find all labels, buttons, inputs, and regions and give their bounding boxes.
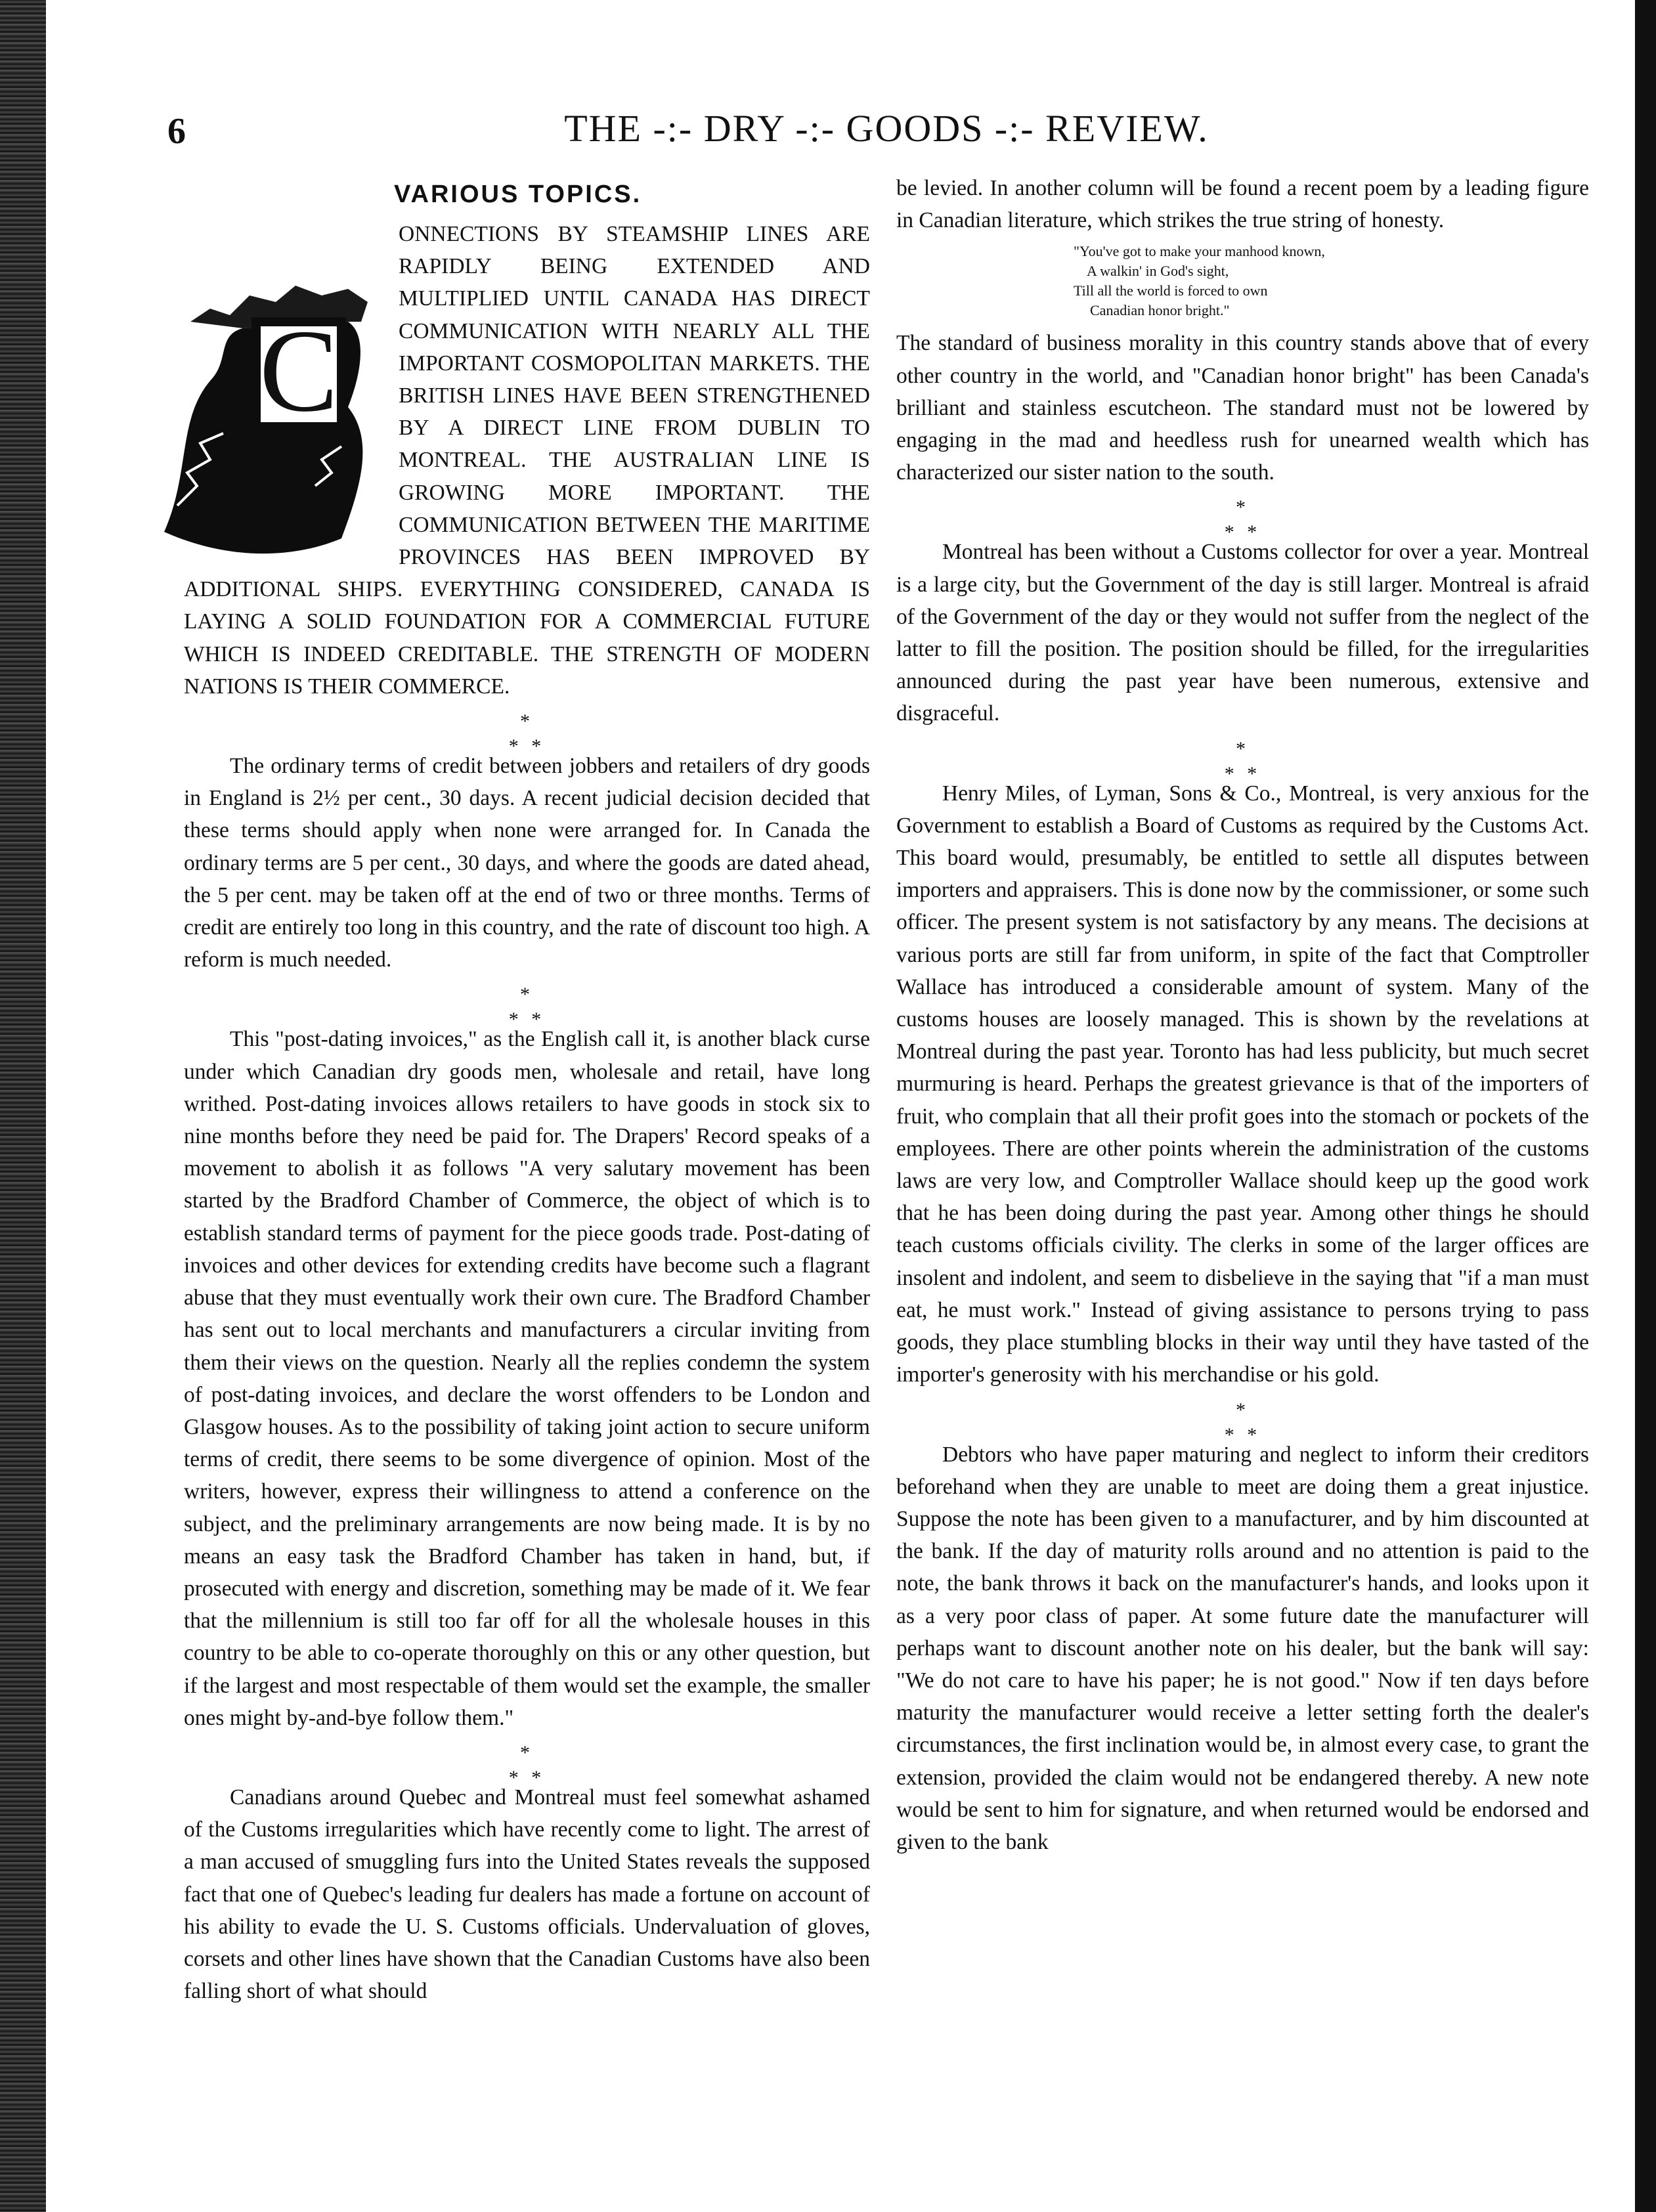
paragraph-debtors: Debtors who have paper maturing and neglect to inform their creditors beforehand when they are unable to meet are doing them a great injustice. Suppose the note has been given to a manufacturer, and by him discounted at the bank. If the day of maturity rolls around and no attention is paid to the note, the bank throws it back on the manufacturer's hands, and looks upon it as a very poor class of paper. At some future date the manufacturer will perhaps want to discount another note on his dealer, but the bank will say: "We do not care to have his paper; he is not good." Now if ten days before maturity the manufacturer would receive a letter setting forth the dealer's circumstances, the first inclination would be, in almost every case, to grant the extension, provided the claim would not be endangered thereby. A new note would be sent to him for signature, and when returned would be endorsed and given to the bank <box>896 1442 1589 1854</box>
asterism-divider: * * * <box>1224 737 1261 785</box>
asterism-divider: * * * <box>508 1741 546 1789</box>
paragraph-customs-irregularities: Canadians around Quebec and Montreal must feel somewhat ashamed of the Customs irregularities which have recently come to light. The arrest of a man accused of smuggling furs into the United States reveals the supposed fact that one of Quebec's leading fur dealers has made a fortune on account of his ability to evade the U. S. Customs officials. Undervaluation of gloves, corsets and other lines have shown that the Canadian Customs have also been falling short of what should <box>184 1785 870 2004</box>
paragraph-business-morality: The standard of business morality in this country stands above that of every other country in the world, and "Canadian honor bright" has been Canada's brilliant and stainless escutcheon. The standard must not be lowered by engaging in the mad and heedless rush for unearned wealth which has characterized our sister nation to the south. <box>896 331 1589 485</box>
asterism-divider: * * * <box>508 710 546 758</box>
scan-edge-left <box>0 0 46 2212</box>
poem-line: A walkin' in God's sight, <box>1087 263 1229 280</box>
drop-cap-letter: C <box>259 305 339 436</box>
left-column <box>184 172 870 2007</box>
asterism-divider: * * * <box>1224 1399 1261 1446</box>
poem-line: Till all the world is forced to own <box>1074 282 1268 299</box>
page-number: 6 <box>167 111 186 152</box>
asterism-divider: * * * <box>1224 496 1261 544</box>
paragraph-connections <box>184 218 870 703</box>
asterism-divider: * * * <box>508 984 546 1031</box>
poem-line: "You've got to make your manhood known, <box>1074 243 1325 260</box>
paragraph-montreal-collector: Montreal has been without a Customs collector for over a year. Montreal is a large city, but the Government of the day is still larger. Montreal is afraid of the Government of the day or they would not suffer from the neglect of the latter to fill the position. The position should be filled, for the irregularities announced during the past year have been numerous, extensive and disgraceful. <box>896 540 1589 726</box>
paragraph-board-of-customs: Henry Miles, of Lyman, Sons & Co., Montreal, is very anxious for the Government to establish a Board of Customs as required by the Customs Act. This board would, presumably, be entitled to settle all disputes between importers and appraisers. This is done now by the commissioner, or some such officer. The present system is not satisfactory by any means. The decisions at various ports are still far from uniform, in spite of the fact that Comptroller Wallace has introduced a considerable amount of system. Many of the customs houses are loosely managed. This is shown by the revelations at Montreal during the past year. Toronto has had less publicity, but much secret murmuring is heard. Perhaps the greatest grievance is that of the importers of fruit, who complain that all their profit goes into the stomach or pockets of the employees. There are other points wherein the administration of the customs laws are very low, and Comptroller Wallace should keep up the good work that he has been doing during the past year. Among other things he should teach customs officials civility. The clerks in some of the larger offices are insolent and indolent, and seem to disbelieve in the saying that "if a man must eat, he must work." Instead of giving assistance to persons trying to pass goods, they place stumbling blocks in their way until they have tasted of the importer's generosity with his merchandise or his gold. <box>896 781 1589 1387</box>
paragraph-continuation: be levied. In another column will be found a recent poem by a leading figure in Canadian literature, which strikes the true string of honesty. <box>896 176 1589 233</box>
decorative-drop-cap <box>151 223 384 565</box>
drop-cap-ornament-icon <box>151 223 384 565</box>
scan-edge-right <box>1635 0 1656 2212</box>
paragraph-credit-terms: The ordinary terms of credit between jobbers and retailers of dry goods in England is 2½ per cent., 30 days. A recent judicial decision decided that these terms should apply when none were arranged for. In Canada the ordinary terms are 5 per cent., 30 days, and where the goods are dated ahead, the 5 per cent. may be taken off at the end of two or three months. Terms of credit are entirely too long in this country, and the rate of discount too high. A reform is much needed. <box>184 754 870 972</box>
poem-line: Canadian honor bright." <box>1090 302 1230 319</box>
poem-quote <box>1074 242 1589 320</box>
paragraph-post-dating: This "post-dating invoices," as the English call it, is another black curse under which Canadian dry goods men, wholesale and retail, have long writhed. Post-dating invoices allows retailers to have goods in stock six to nine months before they need be paid for. The Drapers' Record speaks of a movement to abolish it as follows "A very salutary movement has been started by the Bradford Chamber of Commerce, the object of which is to establish standard terms of payment for the piece goods trade. Post-dating of invoices and other devices for extending credits have become such a flagrant abuse that they must eventually work their own cure. The Bradford Chamber has sent out to local merchants and manufacturers a circular inviting from them their views on the question. Nearly all the replies condemn the system of post-dating invoices, and declare the worst offenders to be London and Glasgow houses. As to the possibility of taking joint action to secure uniform terms of credit, there seems to be some divergence of opinion. Most of the writers, however, express their willingness to attend a conference on the subject, and the preliminary arrangements are now being made. It is by no means an easy task the Bradford Chamber has taken in hand, but, if prosecuted with energy and discretion, something may be made of it. We fear that the millennium is still too far off for all the wholesale houses in this country to be able to co-operate thoroughly on this or any other question, but if the largest and most respectable of them would set the example, the smaller ones might by-and-bye follow them." <box>184 1027 870 1730</box>
right-column <box>896 172 1589 1858</box>
paragraph-text: ONNECTIONS BY STEAMSHIP LINES ARE RAPIDLY BEING EXTENDED AND MULTIPLIED UNTIL CANADA HAS DIRECT COMMUNICATION WITH NEARLY ALL THE IMPORTANT COSMOPOLITAN MARKETS. THE BRITISH LINES HAVE BEEN STRENGTHENED BY A DIRECT LINE FROM DUBLIN TO MONTREAL. THE AUSTRALIAN LINE IS GROWING MORE IMPORTANT. THE COMMUNICATION BETWEEN THE MARITIME PROVINCES HAS BEEN IMPROVED BY ADDITIONAL SHIPS. EVERYTHING CONSIDERED, CANADA IS LAYING A SOLID FOUNDATION FOR A COMMERCIAL FUTURE WHICH IS INDEED CREDITABLE. THE STRENGTH OF MODERN NATIONS IS THEIR COMMERCE. <box>184 222 870 699</box>
section-heading: VARIOUS TOPICS. <box>394 181 642 208</box>
masthead-title: THE -:- DRY -:- GOODS -:- REVIEW. <box>564 107 1209 150</box>
